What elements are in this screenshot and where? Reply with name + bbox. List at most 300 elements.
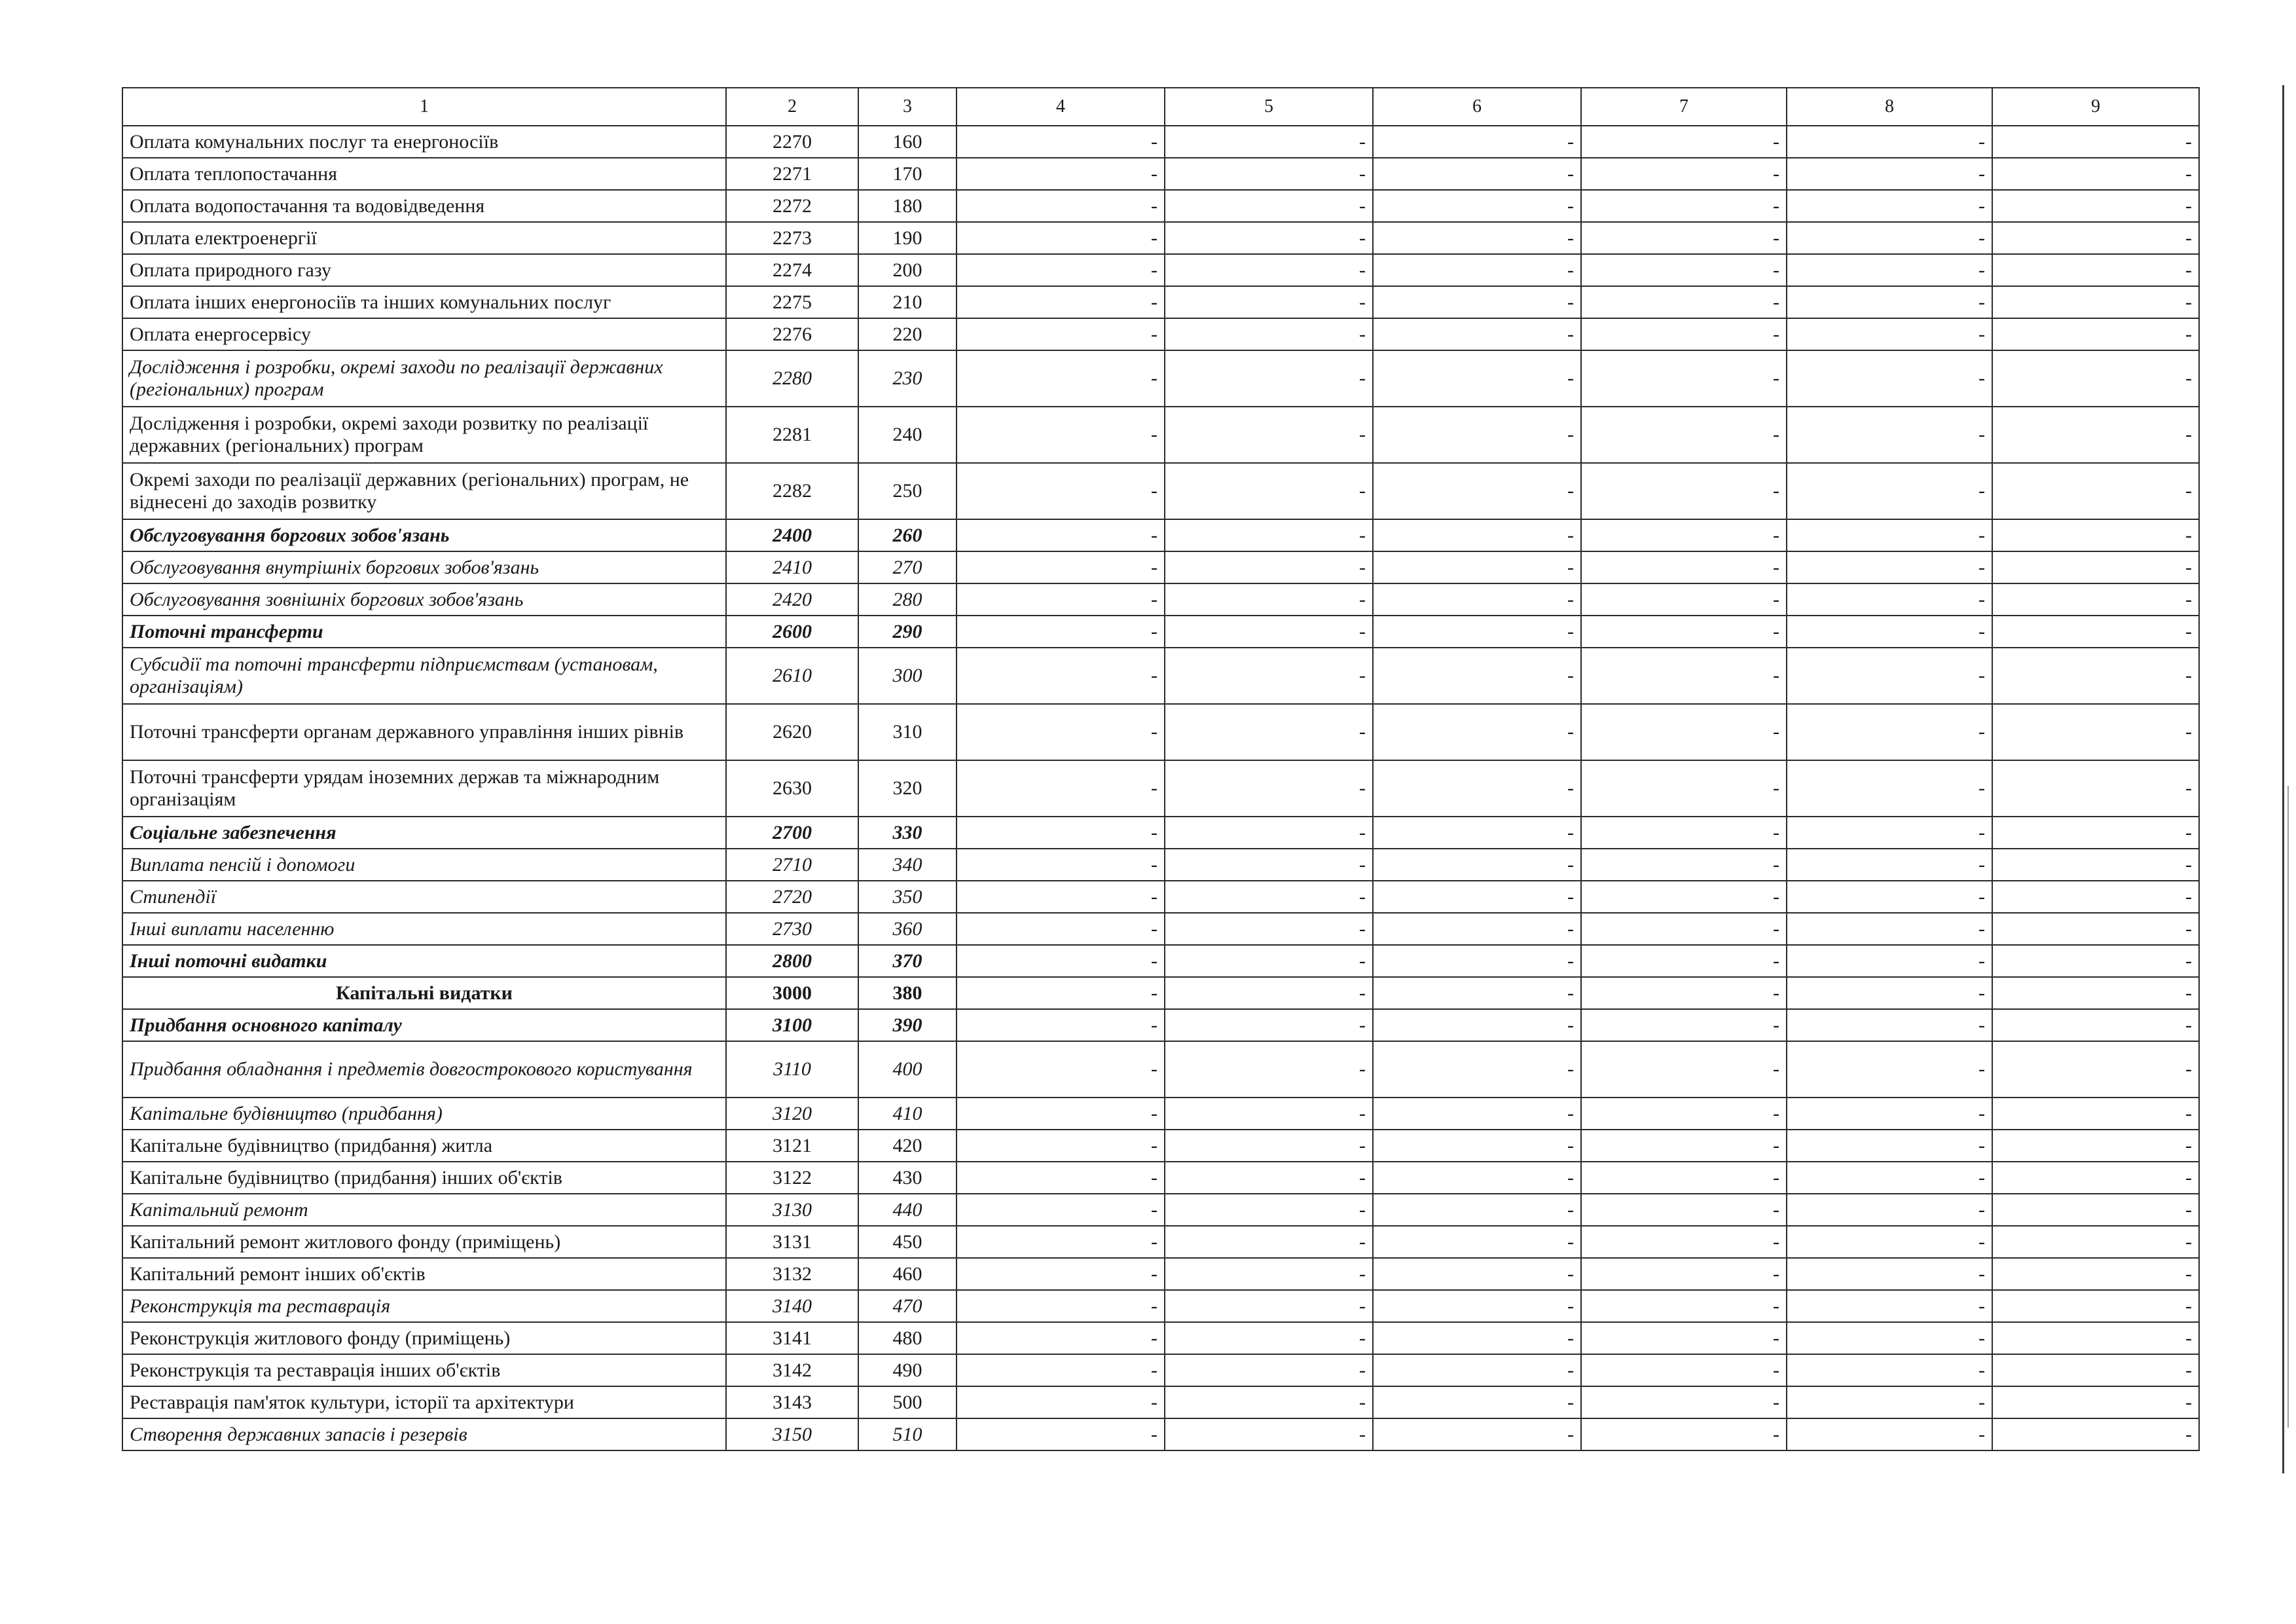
value-cell: - <box>1581 286 1787 318</box>
value-cell: - <box>1165 913 1373 945</box>
value-cell: - <box>1787 126 1992 158</box>
value-cell: - <box>1992 1009 2199 1041</box>
table-row <box>122 1098 2199 1130</box>
economic-code: 2720 <box>726 881 858 913</box>
value-cell: - <box>957 1098 1165 1130</box>
table-row <box>122 1354 2199 1386</box>
economic-code: 3120 <box>726 1098 858 1130</box>
value-cell: - <box>1992 583 2199 616</box>
table-row <box>122 158 2199 190</box>
value-cell: - <box>957 1009 1165 1041</box>
table-row <box>122 616 2199 648</box>
value-cell: - <box>1373 1194 1581 1226</box>
economic-code: 2272 <box>726 190 858 222</box>
value-cell: - <box>1581 1162 1787 1194</box>
value-cell: - <box>1992 648 2199 704</box>
line-code: 300 <box>858 648 957 704</box>
economic-code: 2280 <box>726 350 858 407</box>
value-cell: - <box>1992 1194 2199 1226</box>
value-cell: - <box>1165 407 1373 463</box>
row-label: Інші поточні видатки <box>122 945 726 977</box>
scan-margin-line <box>2287 786 2289 1428</box>
value-cell: - <box>1165 760 1373 817</box>
economic-code: 3141 <box>726 1322 858 1354</box>
value-cell: - <box>957 519 1165 551</box>
line-code: 490 <box>858 1354 957 1386</box>
value-cell: - <box>1373 1258 1581 1290</box>
value-cell: - <box>1165 1386 1373 1418</box>
value-cell: - <box>1165 1130 1373 1162</box>
value-cell: - <box>957 1418 1165 1450</box>
value-cell: - <box>957 190 1165 222</box>
value-cell: - <box>1165 551 1373 583</box>
table-row <box>122 648 2199 704</box>
value-cell: - <box>1992 158 2199 190</box>
table-row <box>122 350 2199 407</box>
value-cell: - <box>1581 583 1787 616</box>
value-cell: - <box>1992 190 2199 222</box>
economic-code: 3110 <box>726 1041 858 1098</box>
value-cell: - <box>1992 849 2199 881</box>
value-cell: - <box>1165 1418 1373 1450</box>
table-row <box>122 463 2199 519</box>
value-cell: - <box>1787 648 1992 704</box>
table-row <box>122 913 2199 945</box>
value-cell: - <box>1992 222 2199 254</box>
economic-code: 2270 <box>726 126 858 158</box>
value-cell: - <box>1992 913 2199 945</box>
value-cell: - <box>1373 817 1581 849</box>
value-cell: - <box>1787 318 1992 350</box>
economic-code: 3142 <box>726 1354 858 1386</box>
economic-code: 3130 <box>726 1194 858 1226</box>
value-cell: - <box>1581 350 1787 407</box>
value-cell: - <box>1373 222 1581 254</box>
value-cell: - <box>1581 1009 1787 1041</box>
value-cell: - <box>1992 1386 2199 1418</box>
value-cell: - <box>1581 1258 1787 1290</box>
table-row <box>122 407 2199 463</box>
value-cell: - <box>1581 977 1787 1009</box>
row-label: Оплата енергосервісу <box>122 318 726 350</box>
line-code: 160 <box>858 126 957 158</box>
value-cell: - <box>1373 1162 1581 1194</box>
value-cell: - <box>957 977 1165 1009</box>
line-code: 480 <box>858 1322 957 1354</box>
value-cell: - <box>1581 817 1787 849</box>
economic-code: 2276 <box>726 318 858 350</box>
line-code: 210 <box>858 286 957 318</box>
row-label: Створення державних запасів і резервів <box>122 1418 726 1450</box>
row-label: Придбання обладнання і предметів довгострокового користування <box>122 1041 726 1098</box>
line-code: 290 <box>858 616 957 648</box>
value-cell: - <box>1165 190 1373 222</box>
header-cell: 7 <box>1581 88 1787 126</box>
value-cell: - <box>1165 222 1373 254</box>
value-cell: - <box>1373 1322 1581 1354</box>
header-cell: 5 <box>1165 88 1373 126</box>
row-label: Капітальне будівництво (придбання) <box>122 1098 726 1130</box>
value-cell: - <box>1165 1009 1373 1041</box>
line-code: 230 <box>858 350 957 407</box>
value-cell: - <box>1992 1041 2199 1098</box>
value-cell: - <box>957 817 1165 849</box>
value-cell: - <box>1165 817 1373 849</box>
value-cell: - <box>1787 254 1992 286</box>
value-cell: - <box>1165 648 1373 704</box>
value-cell: - <box>1787 190 1992 222</box>
expenditure-table <box>122 87 2200 1451</box>
value-cell: - <box>1165 977 1373 1009</box>
value-cell: - <box>1581 849 1787 881</box>
value-cell: - <box>1373 318 1581 350</box>
row-label: Інші виплати населенню <box>122 913 726 945</box>
row-label: Окремі заходи по реалізації державних (регіональних) програм, не віднесені до заходів розвитку <box>122 463 726 519</box>
economic-code: 2600 <box>726 616 858 648</box>
economic-code: 3100 <box>726 1009 858 1041</box>
value-cell: - <box>957 849 1165 881</box>
table-row <box>122 1130 2199 1162</box>
table-row <box>122 254 2199 286</box>
economic-code: 2282 <box>726 463 858 519</box>
value-cell: - <box>1581 1098 1787 1130</box>
economic-code: 3000 <box>726 977 858 1009</box>
value-cell: - <box>1787 519 1992 551</box>
value-cell: - <box>1581 1130 1787 1162</box>
row-label: Поточні трансферти <box>122 616 726 648</box>
value-cell: - <box>1581 190 1787 222</box>
table-row <box>122 945 2199 977</box>
value-cell: - <box>1373 849 1581 881</box>
line-code: 370 <box>858 945 957 977</box>
value-cell: - <box>1992 1322 2199 1354</box>
line-code: 180 <box>858 190 957 222</box>
row-label: Дослідження і розробки, окремі заходи розвитку по реалізації державних (регіональних) програм <box>122 407 726 463</box>
value-cell: - <box>1581 648 1787 704</box>
line-code: 400 <box>858 1041 957 1098</box>
line-code: 220 <box>858 318 957 350</box>
header-cell: 3 <box>858 88 957 126</box>
value-cell: - <box>1787 849 1992 881</box>
value-cell: - <box>1992 616 2199 648</box>
value-cell: - <box>1581 704 1787 760</box>
value-cell: - <box>1373 1009 1581 1041</box>
value-cell: - <box>1787 286 1992 318</box>
value-cell: - <box>1787 350 1992 407</box>
value-cell: - <box>1165 126 1373 158</box>
line-code: 240 <box>858 407 957 463</box>
value-cell: - <box>1992 350 2199 407</box>
table-row <box>122 222 2199 254</box>
value-cell: - <box>1787 583 1992 616</box>
row-label: Обслуговування боргових зобов'язань <box>122 519 726 551</box>
value-cell: - <box>957 463 1165 519</box>
value-cell: - <box>1373 1098 1581 1130</box>
value-cell: - <box>1373 648 1581 704</box>
line-code: 510 <box>858 1418 957 1450</box>
value-cell: - <box>1165 1322 1373 1354</box>
value-cell: - <box>1373 1041 1581 1098</box>
row-label: Капітальне будівництво (придбання) житла <box>122 1130 726 1162</box>
value-cell: - <box>1373 881 1581 913</box>
value-cell: - <box>1165 616 1373 648</box>
economic-code: 3121 <box>726 1130 858 1162</box>
value-cell: - <box>1787 1162 1992 1194</box>
value-cell: - <box>957 222 1165 254</box>
line-code: 170 <box>858 158 957 190</box>
economic-code: 2800 <box>726 945 858 977</box>
economic-code: 3131 <box>726 1226 858 1258</box>
line-code: 500 <box>858 1386 957 1418</box>
row-label: Капітальний ремонт інших об'єктів <box>122 1258 726 1290</box>
row-label: Дослідження і розробки, окремі заходи по реалізації державних (регіональних) програм <box>122 350 726 407</box>
value-cell: - <box>1165 463 1373 519</box>
economic-code: 2275 <box>726 286 858 318</box>
value-cell: - <box>1581 1418 1787 1450</box>
value-cell: - <box>1373 760 1581 817</box>
value-cell: - <box>1992 760 2199 817</box>
value-cell: - <box>957 1354 1165 1386</box>
value-cell: - <box>957 1226 1165 1258</box>
value-cell: - <box>1165 158 1373 190</box>
value-cell: - <box>1581 913 1787 945</box>
row-label: Реконструкція та реставрація інших об'єктів <box>122 1354 726 1386</box>
value-cell: - <box>1165 1226 1373 1258</box>
economic-code: 2730 <box>726 913 858 945</box>
economic-code: 3140 <box>726 1290 858 1322</box>
value-cell: - <box>1992 407 2199 463</box>
value-cell: - <box>1373 126 1581 158</box>
value-cell: - <box>1581 881 1787 913</box>
value-cell: - <box>1787 222 1992 254</box>
header-cell: 2 <box>726 88 858 126</box>
row-label: Поточні трансферти урядам іноземних держав та міжнародним організаціям <box>122 760 726 817</box>
value-cell: - <box>1581 519 1787 551</box>
value-cell: - <box>1165 1290 1373 1322</box>
value-cell: - <box>957 583 1165 616</box>
value-cell: - <box>1373 286 1581 318</box>
value-cell: - <box>1992 1162 2199 1194</box>
value-cell: - <box>1373 407 1581 463</box>
economic-code: 2273 <box>726 222 858 254</box>
row-label: Капітальні видатки <box>122 977 726 1009</box>
value-cell: - <box>1165 1258 1373 1290</box>
value-cell: - <box>1581 1354 1787 1386</box>
value-cell: - <box>1787 1098 1992 1130</box>
row-label: Оплата інших енергоносіїв та інших комунальних послуг <box>122 286 726 318</box>
value-cell: - <box>1581 945 1787 977</box>
table-row <box>122 760 2199 817</box>
value-cell: - <box>1373 350 1581 407</box>
value-cell: - <box>957 616 1165 648</box>
value-cell: - <box>1992 286 2199 318</box>
value-cell: - <box>1373 254 1581 286</box>
value-cell: - <box>1373 551 1581 583</box>
value-cell: - <box>1165 254 1373 286</box>
value-cell: - <box>1787 616 1992 648</box>
value-cell: - <box>957 1041 1165 1098</box>
table-row <box>122 551 2199 583</box>
value-cell: - <box>1373 190 1581 222</box>
row-label: Обслуговування зовнішніх боргових зобов'язань <box>122 583 726 616</box>
economic-code: 2620 <box>726 704 858 760</box>
value-cell: - <box>1581 551 1787 583</box>
value-cell: - <box>1787 1354 1992 1386</box>
value-cell: - <box>1787 463 1992 519</box>
value-cell: - <box>1992 704 2199 760</box>
row-label: Субсидії та поточні трансферти підприємствам (установам, організаціям) <box>122 648 726 704</box>
line-code: 460 <box>858 1258 957 1290</box>
value-cell: - <box>957 1258 1165 1290</box>
table-row <box>122 286 2199 318</box>
value-cell: - <box>1992 463 2199 519</box>
value-cell: - <box>1165 350 1373 407</box>
table-row <box>122 1258 2199 1290</box>
row-label: Оплата водопостачання та водовідведення <box>122 190 726 222</box>
value-cell: - <box>1992 1130 2199 1162</box>
table-row <box>122 1162 2199 1194</box>
value-cell: - <box>1373 913 1581 945</box>
value-cell: - <box>1373 1386 1581 1418</box>
value-cell: - <box>1165 849 1373 881</box>
value-cell: - <box>1581 407 1787 463</box>
table-row <box>122 190 2199 222</box>
value-cell: - <box>1165 704 1373 760</box>
value-cell: - <box>1787 1194 1992 1226</box>
value-cell: - <box>1787 1322 1992 1354</box>
value-cell: - <box>957 1386 1165 1418</box>
value-cell: - <box>1992 881 2199 913</box>
value-cell: - <box>957 350 1165 407</box>
scan-margin-line <box>2282 85 2284 1473</box>
value-cell: - <box>957 881 1165 913</box>
value-cell: - <box>1581 318 1787 350</box>
value-cell: - <box>1373 704 1581 760</box>
economic-code: 3143 <box>726 1386 858 1418</box>
value-cell: - <box>1992 1098 2199 1130</box>
value-cell: - <box>1165 318 1373 350</box>
line-code: 380 <box>858 977 957 1009</box>
value-cell: - <box>957 1322 1165 1354</box>
table-row <box>122 1041 2199 1098</box>
table-row <box>122 1386 2199 1418</box>
value-cell: - <box>1581 1226 1787 1258</box>
value-cell: - <box>1992 977 2199 1009</box>
value-cell: - <box>1373 616 1581 648</box>
value-cell: - <box>1165 1162 1373 1194</box>
value-cell: - <box>1165 1098 1373 1130</box>
value-cell: - <box>1992 1354 2199 1386</box>
value-cell: - <box>1165 286 1373 318</box>
economic-code: 3150 <box>726 1418 858 1450</box>
value-cell: - <box>1787 1130 1992 1162</box>
table-row <box>122 977 2199 1009</box>
value-cell: - <box>1581 1386 1787 1418</box>
table-row <box>122 318 2199 350</box>
header-cell: 8 <box>1787 88 1992 126</box>
value-cell: - <box>1373 1290 1581 1322</box>
value-cell: - <box>1787 704 1992 760</box>
table-row <box>122 817 2199 849</box>
value-cell: - <box>957 407 1165 463</box>
row-label: Капітальне будівництво (придбання) інших об'єктів <box>122 1162 726 1194</box>
line-code: 430 <box>858 1162 957 1194</box>
value-cell: - <box>957 760 1165 817</box>
table-row <box>122 583 2199 616</box>
value-cell: - <box>1165 519 1373 551</box>
value-cell: - <box>1992 1290 2199 1322</box>
value-cell: - <box>1581 222 1787 254</box>
economic-code: 2630 <box>726 760 858 817</box>
row-label: Реконструкція житлового фонду (приміщень) <box>122 1322 726 1354</box>
value-cell: - <box>1373 463 1581 519</box>
line-code: 260 <box>858 519 957 551</box>
table-row <box>122 126 2199 158</box>
value-cell: - <box>957 704 1165 760</box>
row-label: Оплата комунальних послуг та енергоносіїв <box>122 126 726 158</box>
value-cell: - <box>1165 1041 1373 1098</box>
row-label: Придбання основного капіталу <box>122 1009 726 1041</box>
line-code: 440 <box>858 1194 957 1226</box>
header-cell: 6 <box>1373 88 1581 126</box>
header-cell: 9 <box>1992 88 2199 126</box>
value-cell: - <box>957 126 1165 158</box>
economic-code: 2400 <box>726 519 858 551</box>
line-code: 410 <box>858 1098 957 1130</box>
value-cell: - <box>1992 318 2199 350</box>
row-label: Капітальний ремонт <box>122 1194 726 1226</box>
table-row <box>122 704 2199 760</box>
value-cell: - <box>1581 760 1787 817</box>
column-number-header <box>122 88 2199 126</box>
line-code: 320 <box>858 760 957 817</box>
value-cell: - <box>957 1290 1165 1322</box>
row-label: Оплата природного газу <box>122 254 726 286</box>
economic-code: 2274 <box>726 254 858 286</box>
line-code: 190 <box>858 222 957 254</box>
line-code: 360 <box>858 913 957 945</box>
line-code: 450 <box>858 1226 957 1258</box>
value-cell: - <box>957 1130 1165 1162</box>
economic-code: 2271 <box>726 158 858 190</box>
economic-code: 3122 <box>726 1162 858 1194</box>
line-code: 250 <box>858 463 957 519</box>
value-cell: - <box>1787 945 1992 977</box>
value-cell: - <box>1787 1418 1992 1450</box>
value-cell: - <box>1581 463 1787 519</box>
economic-code: 2610 <box>726 648 858 704</box>
value-cell: - <box>1787 1386 1992 1418</box>
value-cell: - <box>1992 1418 2199 1450</box>
line-code: 330 <box>858 817 957 849</box>
line-code: 350 <box>858 881 957 913</box>
table-row <box>122 1290 2199 1322</box>
value-cell: - <box>1165 1194 1373 1226</box>
table-row <box>122 1226 2199 1258</box>
header-cell: 1 <box>122 88 726 126</box>
value-cell: - <box>957 286 1165 318</box>
value-cell: - <box>1373 977 1581 1009</box>
value-cell: - <box>1787 551 1992 583</box>
value-cell: - <box>957 551 1165 583</box>
value-cell: - <box>1787 1226 1992 1258</box>
value-cell: - <box>1787 1258 1992 1290</box>
value-cell: - <box>1581 1194 1787 1226</box>
value-cell: - <box>1992 1226 2199 1258</box>
value-cell: - <box>957 945 1165 977</box>
table-row <box>122 1418 2199 1450</box>
value-cell: - <box>1373 583 1581 616</box>
